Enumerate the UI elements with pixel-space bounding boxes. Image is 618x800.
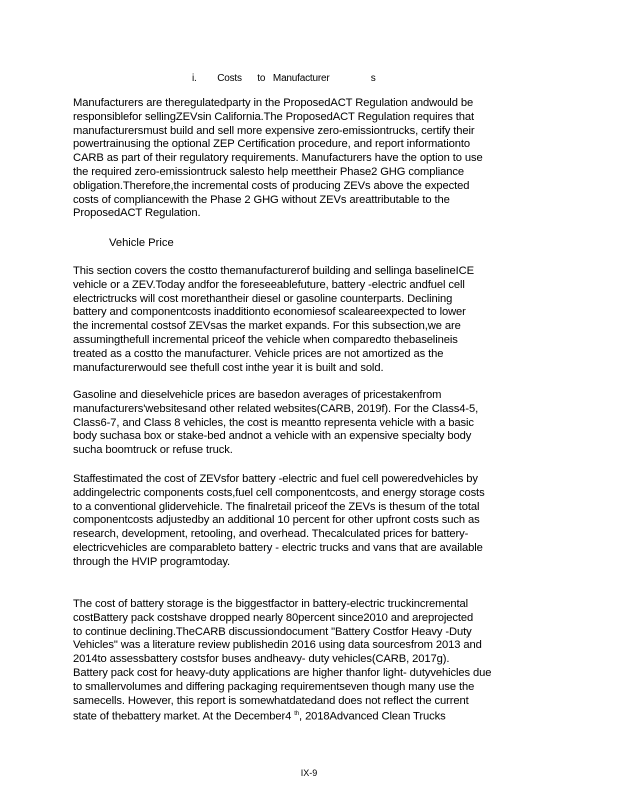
text-line: Vehicles" was a literature review publishedin 2016 using data sourcesfrom 2013 and <box>73 639 482 652</box>
text-line: to a conventional glidervehicle. The finalretail priceof the ZEVs is thesum of the total <box>73 500 480 513</box>
text-line: Staffestimated the cost of ZEVsfor battery -electric and fuel cell poweredvehicles by <box>73 473 478 485</box>
section-heading: i. Costs to Manufacturer s <box>192 73 376 84</box>
subheading-vehicle-price: Vehicle Price <box>109 237 174 249</box>
text-line: obligation.Therefore,the incremental costs of producing ZEVs above the expected <box>73 179 470 192</box>
text-line: costBattery pack costshave dropped nearly 80percent since2010 and areprojected <box>73 611 474 624</box>
text-line: responsiblefor sellingZEVsin California.The ProposedACT Regulation requires that <box>73 110 474 123</box>
text-line: CARB as part of their regulatory requirements. Manufacturers have the option to use <box>73 152 483 165</box>
page-number: IX-9 <box>300 768 318 778</box>
text-line: the incremental costsof ZEVsas the market expands. For this subsection,we are <box>73 320 461 333</box>
text-line: to smallervolumes and differing packaging requirementseven though many use the <box>73 680 475 693</box>
text-line: through the HVIP programtoday. <box>73 555 231 568</box>
text-line-tail: , 2018Advanced Clean Trucks <box>299 711 446 724</box>
text-line: manufacturers'websitesand other related websites(CARB, 2019f). For the Class4-5, <box>73 402 479 415</box>
text-line: electricvehicles are comparableto battery - electric trucks and vans that are available <box>73 541 483 554</box>
text-line: sucha boomtruck or refuse truck. <box>73 444 233 457</box>
text-line: Gasoline and dieselvehicle prices are basedon averages of pricestakenfrom <box>73 389 442 401</box>
paragraph-manufacturers <box>73 97 543 221</box>
text-line: Battery pack cost for heavy-duty applications are higher thanfor light- dutyvehicles due <box>73 666 492 679</box>
text-line: the required zero-emissiontruck salesto help meettheir Phase2 GHG compliance <box>73 165 464 178</box>
text-line: manufacturersmust build and sell more expensive zero-emissiontrucks, certify their <box>73 124 475 137</box>
text-line: electrictrucks will cost morethantheir diesel or gasoline counterparts. Declining <box>73 292 453 305</box>
text-line: battery and componentcosts inadditionto economiesof scaleareexpected to lower <box>73 306 466 319</box>
paragraph-battery-storage <box>73 598 543 725</box>
text-line: The cost of battery storage is the biggestfactor in battery-electric truckincremental <box>73 598 469 610</box>
text-line: treated as a costto the manufacturer. Vehicle prices are not amortized as the <box>73 347 444 360</box>
text-line: manufacturerwould see thefull cost inthe year it is built and sold. <box>73 361 384 374</box>
ordinal-superscript: th <box>294 711 300 718</box>
text-line: vehicle or a ZEV.Today andfor the foreseeablefuture, battery -electric andfuel cell <box>73 278 465 291</box>
text-line: addingelectric components costs,fuel cell componentcosts, and energy storage costs <box>73 486 485 499</box>
text-line: powertrainusing the optional ZEP Certification procedure, and report informationto <box>73 138 471 151</box>
text-line: research, development, retooling, and overhead. Thecalculated prices for battery- <box>73 528 469 541</box>
paragraph-vehicle-price <box>73 265 543 375</box>
text-line: to continue declining.TheCARB discussiondocument "Battery Costfor Heavy -Duty <box>73 625 472 638</box>
text-line: ProposedACT Regulation. <box>73 207 201 220</box>
text-line: samecells. However, this report is somewhatdatedand does not reflect the current <box>73 694 469 707</box>
text-line: Manufacturers are theregulatedparty in the ProposedACT Regulation andwould be <box>73 97 474 109</box>
text-line: 2014to assessbattery costsfor buses andheavy- duty vehicles(CARB, 2017g). <box>73 653 450 666</box>
text-line: componentcosts adjustedby an additional 10 percent for other upfront costs such as <box>73 514 480 527</box>
paragraph-gasoline-diesel <box>73 389 543 458</box>
text-line: assumingthefull incremental priceof the vehicle when comparedto thebaselineis <box>73 333 458 346</box>
text-line: This section covers the costto themanufacturerof building and sellinga baselineICE <box>73 265 474 277</box>
text-line: costs of compliancewith the Phase 2 GHG without ZEVs areattributable to the <box>73 193 450 206</box>
text-line: Class6-7, and Class 8 vehicles, the cost is meantto representa vehicle with a basic <box>73 416 474 429</box>
text-line: state of thebattery market. At the December4 $^{th}$, 2018Advanced Clean Trucks <box>73 711 446 724</box>
paragraph-zev-estimate <box>73 473 543 570</box>
text-line: body suchasa box or stake-bed andnot a vehicle with an expensive specialty body <box>73 430 472 443</box>
